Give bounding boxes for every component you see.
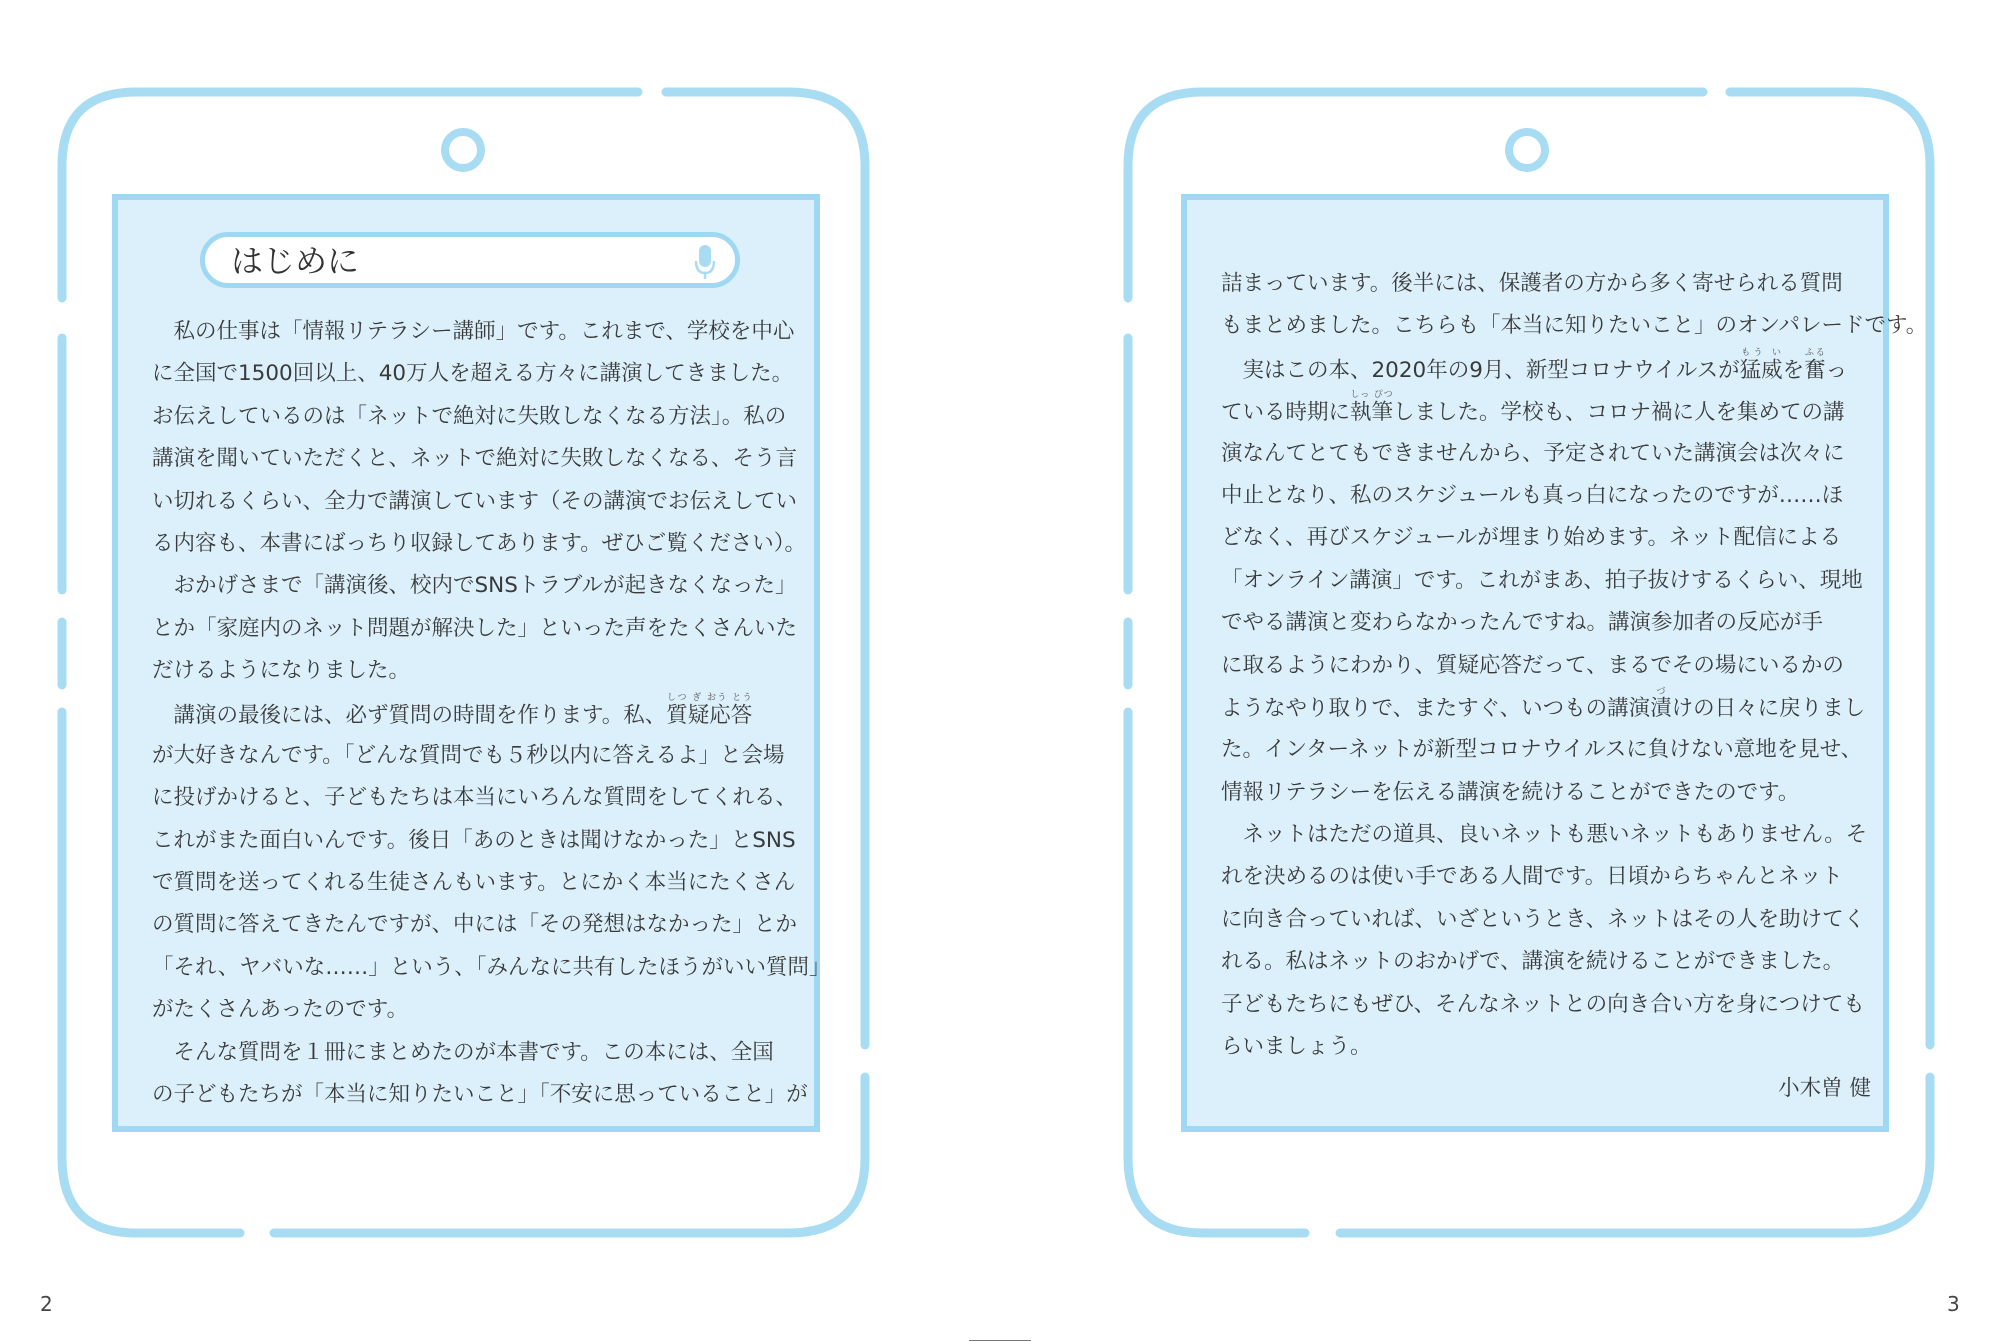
text-line: い切れるくらい、全力で講演しています（その講演でお伝えしてい: [152, 488, 798, 514]
page-number-right: 3: [1947, 1292, 1960, 1316]
text-line: の質問に答えてきたんですが、中には「その発想はなかった」とか: [152, 912, 798, 938]
text-line: 「オンライン講演」です。これがまあ、拍子抜けするくらい、現地: [1221, 567, 1863, 593]
ruby-annotation: 漬づ: [1650, 686, 1672, 721]
text-line: れを決めるのは使い手である人間です。日頃からちゃんとネット: [1221, 864, 1843, 890]
text-line: どなく、再びスケジュールが埋まり始めます。ネット配信による: [1221, 525, 1842, 551]
right-body-text: [1221, 263, 1928, 1111]
text-line: らいましょう。: [1221, 1034, 1372, 1060]
page-title: はじめに: [231, 242, 360, 280]
text-line: 演なんてとてもできませんから、予定されていた講演会は次々に: [1221, 440, 1845, 466]
text-line: た。インターネットが新型コロナウイルスに負けない意地を見せ、: [1221, 737, 1863, 763]
ruby-annotation: 奮ふる: [1804, 347, 1826, 383]
text-line: ようなやり取りで、またすぐ、いつもの講演漬づけの日々に戻りまし: [1221, 686, 1866, 721]
text-line: 「それ、ヤバいな……」という、「みんなに共有したほうがいい質問」: [152, 954, 831, 980]
text-line: ネットはただの道具、良いネットも悪いネットもありません。そ: [1221, 822, 1868, 848]
text-line: お伝えしているのは「ネットで絶対に失敗しなくなる方法」。私の: [152, 403, 787, 429]
left-body-text: [152, 311, 831, 1116]
page-number-left: 2: [40, 1292, 53, 1316]
text-line: に全国で1500回以上、40万人を超える方々に講演してきました。: [152, 361, 794, 387]
text-line: そんな質問を１冊にまとめたのが本書です。この本には、全国: [152, 1039, 774, 1065]
text-line: おかげさまで「講演後、校内でSNSトラブルが起きなくなった」: [152, 573, 797, 599]
text-line: 講演を聞いていただくと、ネットで絶対に失敗しなくなる、そう言: [152, 446, 798, 472]
text-line: ている時期に執筆しっ ぴつしました。学校も、コロナ禍に人を集めての講: [1221, 390, 1845, 426]
text-line: がたくさんあったのです。: [152, 997, 409, 1023]
text-line: の子どもたちが「本当に知りたいこと」「不安に思っていること」が: [152, 1082, 808, 1108]
right-tablet-screen: [1181, 194, 1928, 1132]
text-line: 子どもたちにもぜひ、そんなネットとの向き合い方を身につけても: [1221, 991, 1865, 1017]
ruby-annotation: 質疑応答しつ ぎ おう とう: [666, 692, 753, 728]
text-line: で質問を送ってくれる生徒さんもいます。とにかく本当にたくさん: [152, 870, 796, 896]
ruby-annotation: 猛威もう い: [1739, 347, 1783, 383]
search-bar[interactable]: [200, 232, 740, 288]
text-line: 実はこの本、2020年の9月、新型コロナウイルスが猛威もう いを奮ふるっ: [1221, 347, 1848, 383]
text-line: れる。私はネットのおかげで、講演を続けることができました。: [1221, 949, 1845, 975]
ruby-annotation: 執筆しっ ぴつ: [1350, 390, 1394, 426]
camera-icon: [1509, 132, 1545, 168]
text-line: だけるようになりました。: [152, 658, 411, 684]
text-line: に向き合っていれば、いざというとき、ネットはその人を助けてく: [1221, 906, 1866, 932]
text-line: とか「家庭内のネット問題が解決した」といった声をたくさんいた: [152, 615, 798, 641]
text-line: もまとめました。こちらも「本当に知りたいこと」のオンパレードです。: [1221, 313, 1928, 339]
text-line: が大好きなんです。「どんな質問でも５秒以内に答えるよ」と会場: [152, 742, 785, 768]
text-line: 講演の最後には、必ず質問の時間を作ります。私、質疑応答しつ ぎ おう とう: [152, 692, 753, 728]
text-line: でやる講演と変わらなかったんですね。講演参加者の反応が手: [1221, 610, 1824, 636]
text-line: に取るようにわかり、質疑応答だって、まるでその場にいるかの: [1221, 652, 1844, 678]
binding-mark: [969, 1340, 1031, 1344]
text-line: 私の仕事は「情報リテラシー講師」です。これまで、学校を中心: [152, 319, 795, 344]
text-line: 情報リテラシーを伝える講演を続けることができたのです。: [1221, 779, 1800, 805]
text-line: 詰まっています。後半には、保護者の方から多く寄せられる質問: [1221, 271, 1843, 296]
mic-icon[interactable]: [693, 243, 717, 281]
camera-icon: [445, 132, 481, 168]
text-line: に投げかけると、子どもたちは本当にいろんな質問をしてくれる、: [152, 785, 798, 811]
author-name: 小木曽 健: [1778, 1076, 1871, 1102]
text-line: 中止となり、私のスケジュールも真っ白になったのですが……ほ: [1221, 482, 1844, 508]
left-tablet-screen: [112, 194, 831, 1132]
text-line: る内容も、本書にばっちり収録してあります。ぜひご覧ください）。: [152, 530, 807, 556]
text-line: これがまた面白いんです。後日「あのときは聞けなかった」とSNS: [152, 827, 796, 853]
